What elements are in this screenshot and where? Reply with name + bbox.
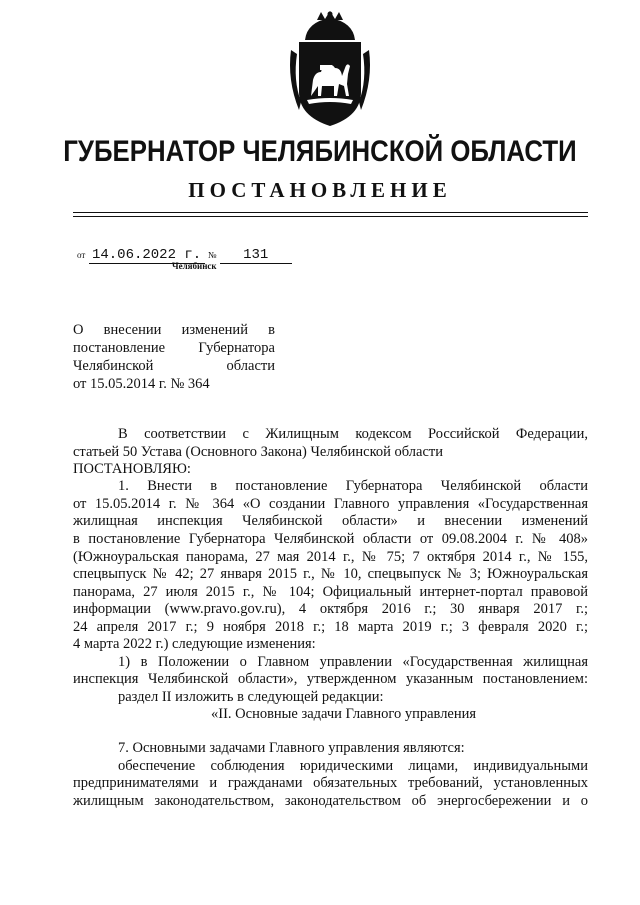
body-line: обеспечение соблюдения юридическими лицами, индивидуальными [118, 758, 588, 774]
body-line: от 15.05.2014 г. № 364 «О создании Главного управления «Государственная [73, 496, 588, 512]
number-label: № [207, 250, 217, 260]
document-type: ПОСТАНОВЛЕНИЕ [188, 178, 452, 202]
subject-line: от 15.05.2014 г. № 364 [73, 376, 210, 392]
body-line: 24 апреля 2017 г.; 9 ноября 2018 г.; 18 марта 2019 г.; 3 февраля 2020 г.; [73, 619, 588, 635]
section-heading: «II. Основные задачи Главного управления [211, 706, 477, 722]
body-line: жилищным законодательством, законодательством об энергосбережении и о [73, 793, 588, 809]
decree-number: 131 [220, 247, 292, 264]
subject-line: Челябинской области [73, 358, 275, 374]
body-line: информации (www.pravo.gov.ru), 4 октября 2016 г.; 30 января 2017 г.; [73, 601, 588, 617]
decree-date: 14.06.2022 г. [89, 247, 205, 264]
subject-line: постановление Губернатора [73, 340, 275, 356]
from-label: от [77, 250, 86, 260]
header-divider-bottom [73, 216, 588, 217]
body-line: В соответствии с Жилищным кодексом Российской Федерации, [118, 426, 588, 442]
body-line: раздел II изложить в следующей редакции: [118, 689, 384, 705]
body-line: в постановление Губернатора Челябинской области от 09.08.2004 г. № 408» [73, 531, 588, 547]
coat-of-arms-icon [287, 10, 373, 128]
body-line: 1. Внести в постановление Губернатора Челябинской области [118, 478, 588, 494]
subject-block [73, 321, 275, 393]
body-line: панорама, 27 июля 2015 г., № 104; Официальный интернет-портал правовой [73, 584, 588, 600]
body-line: инспекция Челябинской области», утвержденном указанным постановлением: [73, 671, 588, 687]
body-line: жилищная инспекция Челябинской области» и внесении изменений [73, 513, 588, 529]
city-label: Челябинск [172, 261, 217, 271]
body-line: спецвыпуск № 42; 27 января 2015 г., № 10, спецвыпуск № 3; Южноуральская [73, 566, 588, 582]
body-line: предпринимателями и гражданами обязательных требований, установленных [73, 775, 588, 791]
body-line: ПОСТАНОВЛЯЮ: [73, 461, 191, 477]
body-line: 7. Основными задачами Главного управления являются: [118, 740, 465, 756]
body-line: 1) в Положении о Главном управлении «Государственная жилищная [118, 654, 588, 670]
body-line: 4 марта 2022 г.) следующие изменения: [73, 636, 316, 652]
body-line: (Южноуральская панорама, 27 мая 2014 г., № 75; 7 октября 2014 г., № 155, [73, 549, 588, 565]
page-title: ГУБЕРНАТОР ЧЕЛЯБИНСКОЙ ОБЛАСТИ [63, 135, 577, 168]
body-line: статьей 50 Устава (Основного Закона) Челябинской области [73, 444, 444, 460]
header-divider-top [73, 212, 588, 213]
subject-line: О внесении изменений в [73, 322, 275, 338]
